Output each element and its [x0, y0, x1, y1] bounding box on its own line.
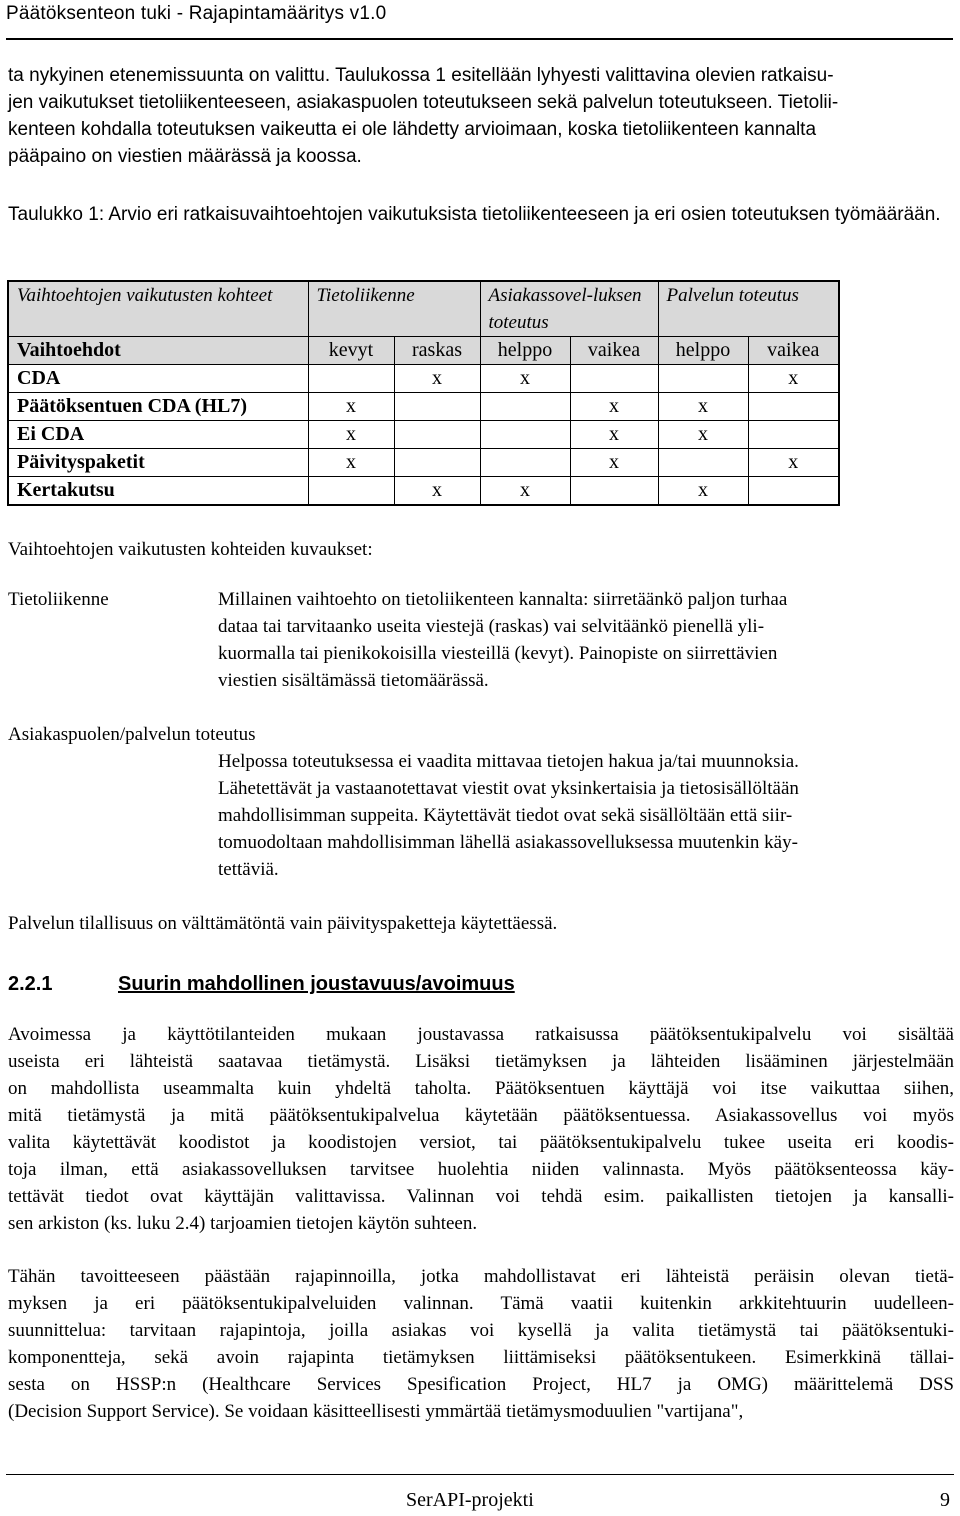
- section-title: Suurin mahdollinen joustavuus/avoimuus: [118, 973, 515, 995]
- row-label: Kertakutsu: [8, 477, 308, 506]
- definition-description: [218, 748, 954, 883]
- definition-term: Asiakaspuolen/palvelun toteutus: [8, 724, 256, 745]
- table-row: [8, 477, 839, 506]
- definition-line: tettäviä.: [218, 859, 279, 880]
- body-line: valita käytettävät koodistot ja koodistojen versiot, tai päätöksentukipalvelu tukee useita eri koodis-: [8, 1132, 954, 1153]
- subheader-cell: vaikea: [748, 337, 839, 365]
- definition-line: Lähetettävät ja vastaanotettavat viestit ovat yksinkertaisia ja tietosisällöltään: [218, 778, 799, 799]
- definition-line: Helpossa toteutuksessa ei vaadita mittavaa tietojen hakua ja/tai muunnoksia.: [218, 751, 799, 772]
- row-label: CDA: [8, 365, 308, 393]
- table-cell: x: [480, 365, 570, 393]
- body-line: toja ilman, että asiakassovelluksen tarvitsee huolehtia niiden valinnasta. Myös päätöksenteossa käy-: [8, 1159, 954, 1180]
- subheader-cell: kevyt: [308, 337, 394, 365]
- table-cell: x: [570, 393, 658, 421]
- subheader-cell: vaikea: [570, 337, 658, 365]
- body-paragraph: [8, 1263, 954, 1425]
- table-cell: [308, 365, 394, 393]
- intro-line: ta nykyinen etenemissuunta on valittu. Taulukossa 1 esitellään lyhyesti valittavina olevien ratkaisu-: [8, 65, 834, 86]
- table-cell: x: [570, 449, 658, 477]
- definition-line: Millainen vaihtoehto on tietoliikenteen kannalta: siirretäänkö paljon turhaa: [218, 589, 788, 610]
- table-cell: [308, 477, 394, 506]
- options-table: [7, 280, 840, 506]
- body-line: (Decision Support Service). Se voidaan käsitteellisesti ymmärtää tietämysmoduulien "vartijana",: [8, 1401, 744, 1422]
- body-line: Tähän tavoitteeseen päästään rajapinnoilla, jotka mahdollistavat eri lähteistä peräisin olevan tietä-: [8, 1266, 954, 1287]
- group-header-asiakassovellus: Asiakassovel-luksen toteutus: [480, 281, 658, 337]
- group-header-palvelu: Palvelun toteutus: [658, 281, 839, 337]
- row-label: Päivityspaketit: [8, 449, 308, 477]
- table-cell: [658, 449, 748, 477]
- row-label: Ei CDA: [8, 421, 308, 449]
- body-line: Avoimessa ja käyttötilanteiden mukaan joustavassa ratkaisussa päätöksentukipalvelu voi sisältää: [8, 1024, 954, 1045]
- table-cell: x: [748, 365, 839, 393]
- table-row: [8, 393, 839, 421]
- table-row: [8, 449, 839, 477]
- table-cell: x: [394, 477, 480, 506]
- table-cell: [394, 393, 480, 421]
- table-cell: [480, 449, 570, 477]
- definition-line: kuormalla tai pienikokoisilla viesteillä (kevyt). Painopiste on siirrettävien: [218, 643, 778, 664]
- body-line: suunnittelua: tarvitaan rajapintoja, joilla asiakas voi kysellä ja valita tietämystä tai päätöksentuki-: [8, 1320, 954, 1341]
- table-cell: x: [748, 449, 839, 477]
- table-cell: [480, 421, 570, 449]
- subheader-cell: helppo: [658, 337, 748, 365]
- body-line: komponentteja, sekä avoin rajapinta tietämyksen liittämiseksi päätöksentukeen. Esimerkkinä tällai-: [8, 1347, 954, 1368]
- subheader-cell: helppo: [480, 337, 570, 365]
- table-row: [8, 365, 839, 393]
- footer-project: SerAPI-projekti: [406, 1489, 534, 1511]
- definition-line: viestien sisältämässä tietomäärässä.: [218, 670, 489, 691]
- subheader-cell: raskas: [394, 337, 480, 365]
- definition-line: mahdollisimman suppeita. Käytettävät tiedot ovat sekä sisällöltään että siir-: [218, 805, 793, 826]
- table-cell: [570, 365, 658, 393]
- table-cell: x: [308, 393, 394, 421]
- table-row: [8, 421, 839, 449]
- body-line: myksen ja eri päätöksentukipalveluiden valinnan. Tämä vaatii kuitenkin arkkitehtuurin uudelleen-: [8, 1293, 954, 1314]
- intro-line: jen vaikutukset tietoliikenteeseen, asiakaspuolen toteutukseen sekä palvelun toteutukseen. Tietolii-: [8, 92, 839, 113]
- table-subheader-row: [8, 337, 839, 365]
- definition-term: Tietoliikenne: [8, 589, 109, 610]
- table-cell: x: [658, 393, 748, 421]
- section-heading: [8, 970, 515, 998]
- header-divider: [6, 38, 953, 40]
- document-title: Päätöksenteon tuki - Rajapintamääritys v1.0: [6, 3, 387, 24]
- definition-line: dataa tai tarvitaanko useita viestejä (raskas) vai selvitäänkö pienellä yli-: [218, 616, 765, 637]
- definition-description: [218, 586, 954, 694]
- table-caption: Taulukko 1: Arvio eri ratkaisuvaihtoehtojen vaikutuksista tietoliikenteeseen ja eri osien toteutuksen työmäärään.: [8, 204, 941, 225]
- intro-line: kenteen kohdalla toteutuksen vaikeutta ei ole lähdetty arvioimaan, koska tietoliikenteen kannalta: [8, 119, 817, 140]
- table-cell: x: [658, 421, 748, 449]
- body-line: on mahdollista useammalta kuin yhdeltä taholta. Päätöksentuen käyttäjä voi itse vaikuttaa siihen,: [8, 1078, 954, 1099]
- intro-paragraph: [8, 62, 954, 170]
- table-cell: x: [658, 477, 748, 506]
- table-cell: x: [570, 421, 658, 449]
- group-header-tietoliikenne: Tietoliikenne: [308, 281, 480, 337]
- definition-line: tomuodoltaan mahdollisimman lähellä asiakassovelluksessa muutenkin käy-: [218, 832, 798, 853]
- intro-line: pääpaino on viestien määrässä ja koossa.: [8, 146, 362, 167]
- table-cell: x: [480, 477, 570, 506]
- table-cell: [480, 393, 570, 421]
- descriptions-heading: Vaihtoehtojen vaikutusten kohteiden kuvaukset:: [8, 539, 373, 560]
- table-cell: [394, 421, 480, 449]
- body-line: tettävät tiedot ovat käyttäjän valittavissa. Valinnan voi tehdä esim. paikallisten tietojen ja kansalli-: [8, 1186, 954, 1207]
- table-cell: [748, 421, 839, 449]
- section-number: 2.2.1: [8, 973, 53, 995]
- corner-header: Vaihtoehtojen vaikutusten kohteet: [8, 281, 308, 337]
- statefulness-note: Palvelun tilallisuus on välttämätöntä vain päivityspaketteja käytettäessä.: [8, 913, 558, 934]
- row-label: Päätöksentuen CDA (HL7): [8, 393, 308, 421]
- body-paragraph: [8, 1021, 954, 1237]
- row-header-label: Vaihtoehdot: [8, 337, 308, 365]
- table-cell: [394, 449, 480, 477]
- table-cell: [748, 477, 839, 506]
- body-line: sesta on HSSP:n (Healthcare Services Spesification Project, HL7 ja OMG) määrittelemä DSS: [8, 1374, 954, 1395]
- page-number: 9: [940, 1489, 950, 1511]
- table-header-row: [8, 281, 839, 337]
- body-line: useista eri lähteistä saatavaa tietämystä. Lisäksi tietämyksen ja lähteiden lisääminen järjestelmään: [8, 1051, 954, 1072]
- table-cell: [658, 365, 748, 393]
- table-cell: [748, 393, 839, 421]
- table-cell: x: [394, 365, 480, 393]
- footer-divider: [6, 1474, 954, 1475]
- table-cell: [570, 477, 658, 506]
- table-cell: x: [308, 421, 394, 449]
- body-line: sen arkiston (ks. luku 2.4) tarjoamien tietojen käytön suhteen.: [8, 1213, 478, 1234]
- table-cell: x: [308, 449, 394, 477]
- body-line: mitä tietämystä ja mitä päätöksentukipalvelua käytetään päätöksentuessa. Asiakassovellus voi myös: [8, 1105, 954, 1126]
